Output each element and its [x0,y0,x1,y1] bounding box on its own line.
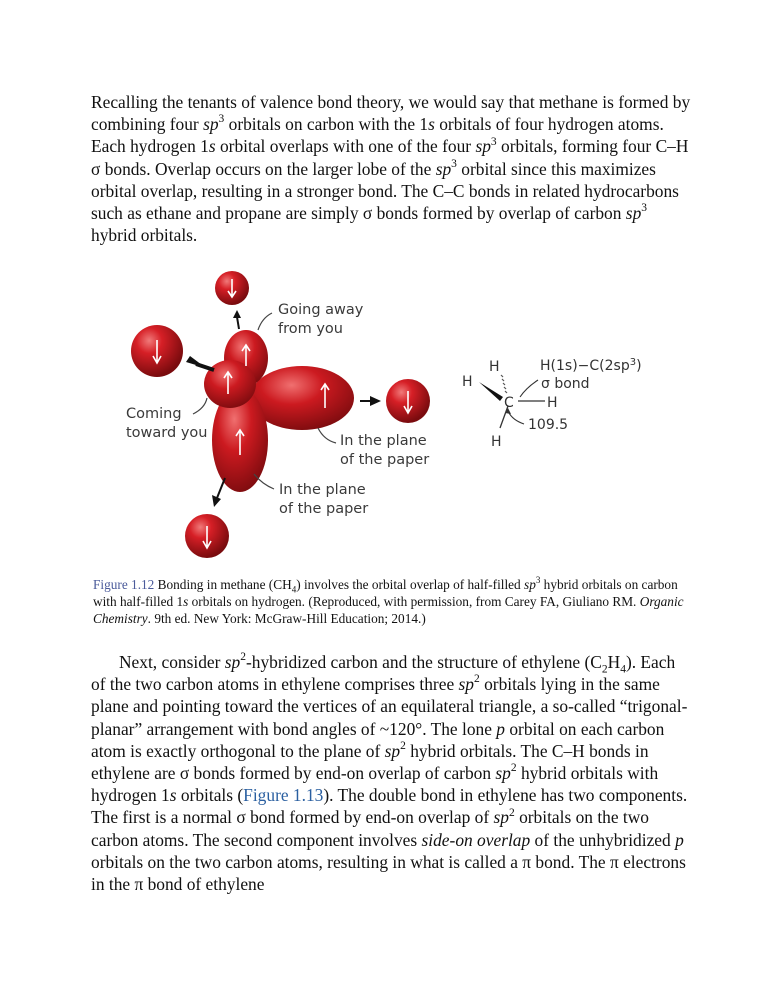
bond-type-label: σ bond [541,376,590,392]
figure-1-13-link[interactable]: Figure 1.13 [243,785,324,806]
atom-h-left: H [462,374,473,390]
atom-h-right: H [547,395,558,411]
paragraph-ethylene: Next, consider $sp^2$-hybridized carbon and the structure of ethylene $(C_2H_4)$. Each of the two carbon atoms in ethylene comprises three $sp^2$ orbitals lying in the same plane and pointing toward the vertices of an equilateral triangle, a so-called “trigonal-planar” arrangement with bond angles of ~120°. The lone p orbital on each carbon atom is exactly orthogonal to the plane of $sp^2$ hybrid orbitals. The C–H bonds in ethylene are σ bonds formed by end-on overlap of carbon $sp^2$ hybrid orbitals with hydrogen 1s orbitals (Figure 1.13). The double bond in ethylene has two components. The first is a normal σ bond formed by end-on overlap of $sp^2$ orbitals on the two carbon atoms. The second component involves side-on overlap of the unhybridized p orbitals on the two carbon atoms, resulting in what is called a π bond. The π electrons in the π bond of ethylene [91,651,688,895]
label-plane-a-2: of the paper [340,452,430,468]
atom-h-top: H [489,359,500,375]
figure-caption: Figure 1.12 Bonding in methane $(CH_4)$ involves the orbital overlap of half-filled $sp^3$ hybrid orbitals on carbon with half-filled 1s orbitals on hydrogen. (Reproduced, with permission, from Carey FA, Giuliano RM. Organic Chemistry. 9th ed. New York: McGraw-Hill Education; 2014.) [93,574,684,626]
h-orbital-left [131,325,183,377]
h-orbital-right [386,379,430,423]
paragraph-methane: Recalling the tenants of valence bond theory, we would say that methane is formed by combining four $sp^3$ orbitals on carbon with the 1s orbitals of four hydrogen atoms. Each hydrogen 1s orbital overlaps with one of the four $sp^3$ orbitals, forming four C–H σ bonds. Overlap occurs on the larger lobe of the $sp^3$ orbital since this maximizes orbital overlap, resulting in a stronger bond. The C–C bonds in related hydrocarbons such as ethane and propane are simply σ bonds formed by overlap of carbon $sp^3$ hybrid orbitals. [91,92,691,246]
label-going-away-2: from you [278,321,343,337]
label-plane-b-2: of the paper [279,501,369,517]
figure-number: Figure 1.12 [93,577,155,592]
label-plane-b-1: In the plane [279,482,366,498]
bond-label: $H(1s)-C(2sp^3)$ [540,357,642,374]
label-coming-1: Coming [126,406,182,422]
h-orbital-bottom [185,514,229,558]
bond-angle-label: 109.5 [528,417,569,433]
methane-structure [462,357,642,450]
label-coming-2: toward you [126,425,208,441]
h-orbital-top [215,271,249,305]
label-plane-a-1: In the plane [340,433,427,449]
sp3-lobes [204,330,354,492]
atom-c: C [504,395,514,411]
atom-h-bottom: H [491,434,502,450]
label-going-away-1: Going away [278,302,364,318]
